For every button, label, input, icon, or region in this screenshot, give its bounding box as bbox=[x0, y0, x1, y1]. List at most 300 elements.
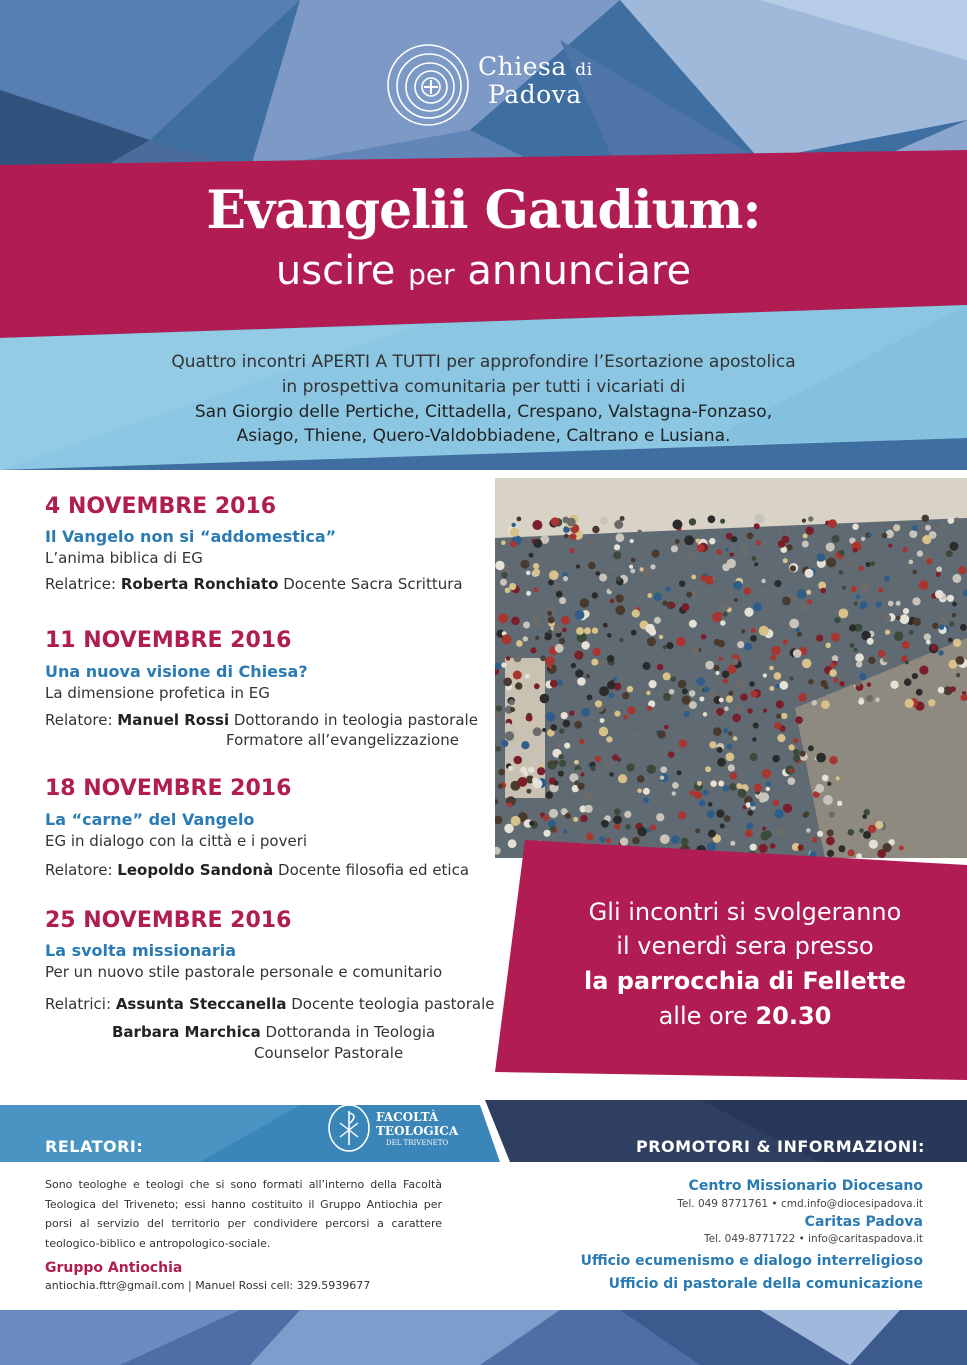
crowd-person bbox=[956, 656, 965, 665]
crowd-person bbox=[935, 590, 944, 599]
crowd-person bbox=[771, 646, 780, 655]
crowd-person bbox=[723, 678, 728, 683]
crowd-person bbox=[903, 608, 909, 614]
crowd-person bbox=[703, 712, 707, 716]
crowd-person bbox=[540, 655, 546, 661]
crowd-person bbox=[550, 826, 556, 832]
crowd-person bbox=[827, 829, 834, 836]
crowd-person bbox=[529, 553, 534, 558]
crowd-person bbox=[675, 539, 680, 544]
crowd-person bbox=[749, 681, 755, 687]
crowd-person bbox=[750, 635, 757, 642]
crowd-person bbox=[590, 766, 595, 771]
crowd-person bbox=[496, 746, 502, 752]
crowd-person bbox=[559, 760, 566, 767]
crowd-person bbox=[699, 800, 706, 807]
crowd-person bbox=[533, 779, 543, 789]
crowd-person bbox=[796, 628, 800, 632]
crowd-person bbox=[526, 591, 531, 596]
crowd-person bbox=[900, 614, 910, 624]
crowd-person bbox=[666, 642, 673, 649]
crowd-person bbox=[696, 677, 705, 686]
ftt-text-1: FACOLTÀ bbox=[376, 1110, 439, 1124]
crowd-person bbox=[599, 727, 608, 736]
crowd-person bbox=[550, 724, 557, 731]
crowd-person bbox=[714, 639, 721, 646]
crowd-person bbox=[551, 517, 560, 526]
crowd-person bbox=[729, 691, 734, 696]
crowd-person bbox=[797, 589, 807, 599]
crowd-person bbox=[774, 672, 782, 680]
crowd-person bbox=[806, 590, 811, 595]
crowd-person bbox=[563, 829, 567, 833]
crowd-person bbox=[647, 765, 656, 774]
crowd-person bbox=[848, 829, 855, 836]
crowd-person bbox=[812, 700, 817, 705]
crowd-person bbox=[569, 548, 574, 553]
crowd-person bbox=[704, 687, 710, 693]
crowd-person bbox=[795, 716, 803, 724]
crowd-person bbox=[517, 517, 522, 522]
crowd-person bbox=[772, 755, 780, 763]
crowd-person bbox=[595, 700, 602, 707]
crowd-person bbox=[622, 692, 629, 699]
crowd-person bbox=[603, 623, 608, 628]
crowd-person bbox=[866, 562, 871, 567]
crowd-person bbox=[806, 527, 814, 535]
crowd-person bbox=[521, 741, 529, 749]
crowd-person bbox=[736, 783, 742, 789]
crowd-person bbox=[524, 771, 529, 776]
crowd-person bbox=[569, 711, 574, 716]
logo-text-chiesa: Chiesa di bbox=[478, 52, 593, 81]
crowd-person bbox=[808, 679, 813, 684]
crowd-person bbox=[888, 601, 894, 607]
crowd-person bbox=[537, 767, 545, 775]
crowd-person bbox=[867, 638, 874, 645]
crowd-person bbox=[866, 695, 873, 702]
crowd-person bbox=[832, 655, 838, 661]
crowd-person bbox=[576, 627, 584, 635]
crowd-person bbox=[613, 815, 622, 824]
crowd-person bbox=[513, 671, 522, 680]
crowd-person bbox=[775, 809, 784, 818]
crowd-person bbox=[632, 609, 640, 617]
crowd-person bbox=[537, 623, 543, 629]
crowd-person bbox=[614, 808, 621, 815]
crowd-person bbox=[716, 810, 724, 818]
crowd-person bbox=[856, 661, 862, 667]
crowd-person bbox=[883, 614, 891, 622]
crowd-person bbox=[744, 643, 752, 651]
crowd-person bbox=[550, 680, 558, 688]
crowd-person bbox=[723, 728, 728, 733]
crowd-person bbox=[730, 772, 737, 779]
crowd-person bbox=[885, 630, 890, 635]
crowd-person bbox=[916, 689, 923, 696]
crowd-person bbox=[755, 514, 765, 524]
crowd-person bbox=[876, 601, 882, 607]
crowd-person bbox=[534, 683, 540, 689]
crowd-person bbox=[800, 605, 808, 613]
crowd-person bbox=[599, 574, 607, 582]
crowd-person bbox=[660, 776, 664, 780]
event-2-speaker: Relatore: Manuel Rossi Dottorando in teologia pastorale bbox=[45, 711, 478, 729]
crowd-person bbox=[817, 831, 823, 837]
intro-line-4: Asiago, Thiene, Quero-Valdobbiadene, Caltrano e Lusiana. bbox=[236, 426, 731, 446]
crowd-person bbox=[824, 685, 829, 690]
crowd-person bbox=[651, 550, 659, 558]
crowd-person bbox=[741, 546, 749, 554]
crowd-person bbox=[859, 566, 864, 571]
crowd-person bbox=[754, 523, 760, 529]
crowd-person bbox=[614, 544, 620, 550]
crowd-person bbox=[542, 728, 546, 732]
crowd-person bbox=[547, 611, 552, 616]
crowd-person bbox=[505, 731, 514, 740]
crowd-person bbox=[697, 781, 702, 786]
event-3-title: La “carne” del Vangelo bbox=[45, 810, 255, 829]
crowd-person bbox=[553, 625, 561, 633]
crowd-person bbox=[826, 543, 835, 552]
crowd-person bbox=[839, 609, 849, 619]
crowd-person bbox=[631, 731, 639, 739]
crowd-person bbox=[830, 662, 836, 668]
crowd-person bbox=[716, 612, 723, 619]
crowd-person bbox=[533, 587, 538, 592]
crowd-person bbox=[496, 705, 502, 711]
crowd-person bbox=[829, 669, 837, 677]
crowd-person bbox=[839, 550, 845, 556]
crowd-person bbox=[868, 657, 875, 664]
crowd-person bbox=[820, 588, 826, 594]
crowd-person bbox=[609, 772, 614, 777]
crowd-person bbox=[952, 574, 961, 583]
crowd-person bbox=[717, 747, 723, 753]
crowd-person bbox=[776, 700, 784, 708]
crowd-person bbox=[526, 789, 531, 794]
crowd-person bbox=[718, 781, 724, 787]
crowd-person bbox=[867, 682, 872, 687]
info-line-1: Gli incontri si svolgeranno bbox=[588, 898, 902, 926]
crowd-person bbox=[627, 706, 635, 714]
crowd-person bbox=[798, 693, 807, 702]
crowd-person bbox=[741, 629, 745, 633]
crowd-person bbox=[777, 826, 787, 836]
crowd-person bbox=[650, 564, 655, 569]
crowd-person bbox=[720, 519, 725, 524]
crowd-person bbox=[643, 797, 649, 803]
crowd-person bbox=[763, 673, 767, 677]
crowd-person bbox=[684, 535, 694, 545]
crowd-person bbox=[564, 743, 570, 749]
crowd-person bbox=[604, 761, 613, 770]
crowd-person bbox=[575, 669, 583, 677]
crowd-person bbox=[580, 598, 589, 607]
crowd-person bbox=[735, 679, 743, 687]
crowd-person bbox=[649, 680, 657, 688]
crowd-person bbox=[762, 769, 771, 778]
crowd-person bbox=[555, 644, 564, 653]
crowd-person bbox=[668, 751, 675, 758]
crowd-person bbox=[609, 693, 615, 699]
gruppo-antiochia-title: Gruppo Antiochia bbox=[45, 1260, 183, 1276]
crowd-person bbox=[860, 582, 870, 592]
event-3-speaker: Relatore: Leopoldo Sandonà Docente filosofia ed etica bbox=[45, 861, 470, 879]
crowd-person bbox=[961, 694, 967, 701]
crowd-person bbox=[503, 678, 512, 687]
crowd-person bbox=[626, 763, 634, 771]
event-4-speaker-2-role-2: Counselor Pastorale bbox=[254, 1044, 404, 1062]
crowd-person bbox=[618, 774, 627, 783]
crowd-person bbox=[896, 601, 901, 606]
crowd-person bbox=[713, 727, 722, 736]
promotore-cmd-contact: Tel. 049 8771761 • cmd.info@diocesipadova.it bbox=[677, 1198, 923, 1210]
crowd-person bbox=[529, 821, 534, 826]
crowd-person bbox=[781, 713, 787, 719]
crowd-person bbox=[682, 603, 690, 611]
crowd-person bbox=[751, 628, 756, 633]
crowd-person bbox=[505, 588, 511, 594]
crowd-person bbox=[701, 634, 706, 639]
crowd-person bbox=[696, 539, 701, 544]
promotore-ufficio-comunicazione: Ufficio di pastorale della comunicazione bbox=[608, 1276, 923, 1292]
crowd-person bbox=[719, 698, 724, 703]
crowd-person bbox=[854, 679, 861, 686]
crowd-person bbox=[947, 595, 954, 602]
crowd-person bbox=[559, 728, 564, 733]
event-3-date: 18 NOVEMBRE 2016 bbox=[45, 776, 292, 801]
crowd-person bbox=[586, 539, 595, 548]
crowd-person bbox=[926, 640, 931, 645]
crowd-person bbox=[924, 633, 931, 640]
crowd-person bbox=[631, 630, 637, 636]
crowd-person bbox=[764, 831, 772, 839]
crowd-person bbox=[948, 517, 955, 524]
crowd-person bbox=[774, 580, 781, 587]
crowd-person bbox=[878, 587, 883, 592]
crowd-person bbox=[776, 588, 782, 594]
crowd-person bbox=[691, 575, 696, 580]
crowd-person bbox=[849, 624, 856, 631]
crowd-person bbox=[797, 632, 802, 637]
crowd-person bbox=[677, 770, 682, 775]
crowd-person bbox=[938, 650, 943, 655]
crowd-person bbox=[950, 542, 959, 551]
crowd-person bbox=[571, 663, 576, 668]
crowd-person bbox=[713, 665, 719, 671]
crowd-person bbox=[956, 673, 960, 677]
event-4-date: 25 NOVEMBRE 2016 bbox=[45, 908, 292, 933]
ftt-text-2: TEOLOGICA bbox=[376, 1124, 459, 1138]
crowd-person bbox=[559, 597, 566, 604]
crowd-person bbox=[556, 591, 563, 598]
crowd-person bbox=[716, 671, 720, 675]
crowd-person bbox=[803, 534, 808, 539]
crowd-person bbox=[745, 830, 753, 838]
crowd-person bbox=[518, 777, 528, 787]
crowd-person bbox=[607, 681, 616, 690]
crowd-person bbox=[939, 523, 946, 530]
crowd-person bbox=[514, 654, 522, 662]
crowd-person bbox=[705, 576, 714, 585]
crowd-person bbox=[783, 804, 792, 813]
crowd-person bbox=[740, 693, 748, 701]
crowd-person bbox=[574, 760, 579, 765]
crowd-person bbox=[574, 780, 579, 785]
crowd-person bbox=[852, 524, 858, 530]
intro-line-2: in prospettiva comunitaria per tutti i vicariati di bbox=[281, 377, 686, 397]
crowd-person bbox=[657, 730, 665, 738]
crowd-person bbox=[563, 720, 571, 728]
crowd-person bbox=[854, 602, 858, 606]
page-subtitle: uscire per annunciare bbox=[275, 248, 692, 294]
crowd-person bbox=[789, 619, 799, 629]
crowd-person bbox=[675, 748, 680, 753]
crowd-person bbox=[695, 829, 700, 834]
crowd-person bbox=[875, 821, 883, 829]
crowd-person bbox=[650, 825, 656, 831]
crowd-person bbox=[754, 784, 762, 792]
crowd-person bbox=[746, 823, 753, 830]
crowd-person bbox=[559, 754, 564, 759]
crowd-person bbox=[581, 641, 589, 649]
crowd-person bbox=[657, 664, 664, 671]
crowd-person bbox=[912, 597, 920, 605]
crowd-person bbox=[939, 624, 945, 630]
crowd-person bbox=[593, 648, 601, 656]
crowd-person bbox=[855, 653, 864, 662]
event-3-subtitle: EG in dialogo con la città e i poveri bbox=[45, 832, 308, 850]
crowd-person bbox=[501, 540, 506, 545]
crowd-person bbox=[888, 544, 892, 548]
crowd-person bbox=[523, 636, 528, 641]
crowd-person bbox=[743, 805, 747, 809]
facolta-teologica-logo-icon bbox=[326, 1103, 372, 1153]
crowd-person bbox=[595, 571, 600, 576]
crowd-person bbox=[738, 789, 747, 798]
crowd-person bbox=[533, 727, 542, 736]
crowd-person bbox=[760, 587, 768, 595]
event-2-subtitle: La dimensione profetica in EG bbox=[45, 684, 270, 702]
crowd-person bbox=[708, 515, 716, 523]
crowd-person bbox=[913, 618, 921, 626]
crowd-person bbox=[530, 756, 539, 765]
crowd-person bbox=[817, 553, 825, 561]
crowd-person bbox=[523, 622, 530, 629]
crowd-person bbox=[717, 758, 726, 767]
crowd-person bbox=[912, 570, 917, 575]
crowd-person bbox=[922, 515, 929, 522]
crowd-person bbox=[610, 565, 617, 572]
crowd-person bbox=[849, 643, 854, 648]
crowd-person bbox=[722, 563, 730, 571]
crowd-person bbox=[705, 661, 714, 670]
crowd-person bbox=[774, 722, 781, 729]
crowd-person bbox=[904, 678, 912, 686]
crowd-person bbox=[710, 780, 717, 787]
crowd-person bbox=[760, 792, 770, 802]
crowd-person bbox=[554, 583, 560, 589]
crowd-person bbox=[922, 535, 931, 544]
relatori-heading: RELATORI: bbox=[45, 1137, 144, 1156]
event-2-date: 11 NOVEMBRE 2016 bbox=[45, 628, 292, 653]
info-time: alle ore 20.30 bbox=[658, 1002, 832, 1030]
crowd-person bbox=[511, 523, 515, 527]
crowd-person bbox=[950, 686, 956, 692]
crowd-person bbox=[588, 562, 596, 570]
crowd-person bbox=[782, 597, 791, 606]
crowd-person bbox=[575, 610, 585, 620]
crowd-person bbox=[847, 580, 851, 584]
crowd-person bbox=[784, 531, 789, 536]
crowd-person bbox=[733, 581, 742, 590]
crowd-person bbox=[750, 691, 757, 698]
crowd-person bbox=[770, 655, 776, 661]
crowd-person bbox=[909, 630, 914, 635]
crowd-person bbox=[528, 767, 534, 773]
crowd-person bbox=[620, 516, 625, 521]
crowd-person bbox=[543, 830, 550, 837]
crowd-person bbox=[570, 533, 577, 540]
crowd-person bbox=[509, 699, 515, 705]
crowd-person bbox=[744, 587, 751, 594]
crowd-person bbox=[747, 708, 752, 713]
crowd-person bbox=[903, 547, 908, 552]
crowd-person bbox=[597, 658, 606, 667]
relatori-body: Sono teologhe e teologi che si sono formati all’interno della Facoltà Teologica del Triveneto; essi hanno costituito il Gruppo Antiochia per porsi al servizio del territorio per condividere percorsi a carattere teologico-biblico e antropologico-sociale. bbox=[45, 1178, 442, 1250]
crowd-person bbox=[744, 608, 753, 617]
crowd-person bbox=[882, 533, 888, 539]
crowd-person bbox=[948, 638, 953, 643]
event-2-title: Una nuova visione di Chiesa? bbox=[45, 662, 308, 681]
crowd-person bbox=[654, 617, 661, 624]
crowd-person bbox=[868, 825, 876, 833]
crowd-person bbox=[576, 564, 580, 568]
crowd-person bbox=[823, 795, 833, 805]
crowd-person bbox=[607, 655, 615, 663]
crowd-person bbox=[619, 638, 623, 642]
crowd-person bbox=[851, 586, 857, 592]
crowd-person bbox=[727, 744, 733, 750]
crowd-person bbox=[607, 633, 612, 638]
crowd-person bbox=[827, 782, 831, 786]
crowd-person bbox=[735, 705, 743, 713]
crowd-person bbox=[834, 617, 840, 623]
crowd-person bbox=[573, 817, 578, 822]
crowd-person bbox=[720, 620, 725, 625]
crowd-person bbox=[623, 715, 628, 720]
crowd-person bbox=[905, 699, 914, 708]
crowd-person bbox=[783, 558, 788, 563]
crowd-person bbox=[726, 753, 735, 762]
crowd-person bbox=[912, 525, 918, 531]
crowd-person bbox=[868, 533, 872, 537]
crowd-person bbox=[504, 824, 514, 834]
crowd-person bbox=[559, 638, 565, 644]
crowd-person bbox=[663, 672, 671, 680]
event-4-speaker-1: Relatrici: Assunta Steccanella Docente teologia pastorale bbox=[45, 995, 495, 1013]
crowd-person bbox=[511, 617, 520, 626]
crowd-person bbox=[931, 645, 938, 652]
crowd-person bbox=[679, 581, 685, 587]
crowd-person bbox=[928, 699, 935, 706]
crowd-person bbox=[952, 602, 957, 607]
crowd-person bbox=[615, 594, 623, 602]
crowd-person bbox=[733, 736, 738, 741]
crowd-person bbox=[616, 576, 621, 581]
crowd-person bbox=[917, 550, 923, 556]
